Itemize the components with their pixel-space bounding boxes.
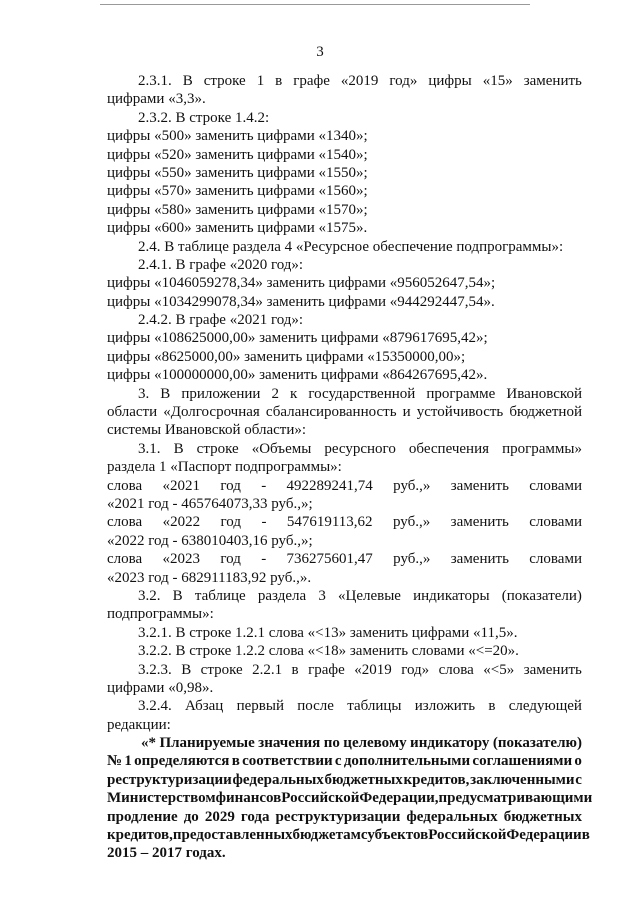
text-line: цифры «108625000,00» заменить цифрами «879617695,42»; xyxy=(107,330,488,347)
word: 2.2.1 xyxy=(252,661,283,678)
word: графе xyxy=(293,73,330,89)
text-line xyxy=(107,477,582,495)
word: предоставленных xyxy=(172,827,293,844)
word: словами xyxy=(529,551,582,568)
text-line: системы Ивановской области»: xyxy=(107,422,307,439)
word: 736275601,47 xyxy=(286,551,373,568)
word: слова xyxy=(107,514,143,531)
word: по xyxy=(323,735,340,752)
word: года xyxy=(240,808,270,825)
word: государственной xyxy=(308,385,416,402)
word: реструктуризации xyxy=(275,808,401,825)
word: раздела xyxy=(257,587,307,604)
word: руб.,» xyxy=(393,477,431,494)
text-line xyxy=(107,752,582,770)
word: «2023 xyxy=(162,551,201,568)
word: кредитов, xyxy=(403,771,470,788)
text-line: редакции: xyxy=(107,716,171,733)
word: изложить xyxy=(414,698,476,715)
text-line xyxy=(107,550,582,568)
word: словами xyxy=(529,477,582,494)
word: - xyxy=(261,551,267,568)
word: В xyxy=(182,73,193,89)
word: финансов xyxy=(215,790,282,807)
word: Федерации xyxy=(506,827,582,844)
word: руб.,» xyxy=(392,514,431,531)
word: бюджетных xyxy=(324,771,403,788)
page-number: 3 xyxy=(316,44,324,60)
text-line: 2.4. В таблице раздела 4 «Ресурсное обеспечение подпрограммы»: xyxy=(138,238,564,255)
word: приложении xyxy=(181,385,261,402)
text-line: цифры «8625000,00» заменить цифрами «15350000,00»; xyxy=(107,348,466,365)
word: предусматривающими xyxy=(438,790,593,807)
text-line: «2021 год - 465764073,33 руб.,»; xyxy=(107,495,313,512)
text-line: цифры «1034299078,34» заменить цифрами «944292447,54». xyxy=(107,293,495,310)
word: В xyxy=(181,661,192,678)
text-line xyxy=(107,826,590,844)
word: год xyxy=(220,514,242,531)
word: 2029 xyxy=(204,808,235,825)
text-line xyxy=(107,440,582,458)
word: 3. xyxy=(138,385,150,402)
text-line xyxy=(107,72,582,90)
word: реструктуризации xyxy=(107,771,232,788)
word: «2019 xyxy=(354,661,392,678)
word: год xyxy=(220,477,241,494)
text-line: цифры «100000000,00» заменить цифрами «864267695,42». xyxy=(107,367,488,384)
word: Ивановской xyxy=(506,385,582,402)
text-line: 2.4.2. В графе «2021 год»: xyxy=(138,312,304,329)
text-line: цифры «550» заменить цифрами «1550»; xyxy=(107,164,368,181)
word: первый xyxy=(236,698,284,715)
word: заменить xyxy=(450,551,509,568)
word: Федерации, xyxy=(359,790,439,807)
text-line: цифрами «0,98». xyxy=(107,679,214,696)
word: заменить xyxy=(523,73,582,89)
word: заменить xyxy=(450,514,509,531)
word: федеральных xyxy=(406,808,498,825)
text-line xyxy=(107,734,582,752)
word: после xyxy=(297,698,334,715)
word: «2021 xyxy=(162,477,201,494)
word: значения xyxy=(258,735,321,752)
text-line: цифрами «3,3». xyxy=(107,91,206,108)
text-line: цифры «520» заменить цифрами «1540»; xyxy=(107,146,368,163)
word: заменить xyxy=(450,477,509,494)
word: 3.2. xyxy=(138,587,161,604)
text-line xyxy=(107,697,582,715)
word: - xyxy=(261,477,267,494)
word: дополнительными xyxy=(343,753,471,770)
word: определяются xyxy=(134,753,230,770)
text-line: 2.4.1. В графе «2020 год»: xyxy=(138,256,304,273)
text-line: цифры «500» заменить цифрами «1340»; xyxy=(107,128,368,145)
text-line: подпрограммы»: xyxy=(107,606,214,623)
word: программы» xyxy=(502,440,582,457)
word: 547619113,62 xyxy=(286,514,373,531)
word: целевому xyxy=(343,735,407,752)
word: и xyxy=(402,404,411,421)
word: год» xyxy=(389,73,418,89)
word: в xyxy=(231,753,240,770)
word: 3 xyxy=(318,587,326,604)
word: 1 xyxy=(124,753,132,770)
word: год xyxy=(220,551,241,568)
word: строке xyxy=(200,661,243,678)
word: ресурсного xyxy=(324,440,396,457)
text-line xyxy=(107,513,582,531)
word: обеспечения xyxy=(408,440,490,457)
word: 3.1. xyxy=(138,440,161,457)
text-line: 2.3.2. В строке 1.4.2: xyxy=(138,109,270,126)
word: бюджетной xyxy=(509,404,582,421)
word: с xyxy=(575,771,582,788)
word: «Целевые xyxy=(337,587,401,604)
word: к xyxy=(290,385,298,402)
word: федеральных xyxy=(232,771,324,788)
word: индикатору xyxy=(410,735,490,752)
word: таблице xyxy=(194,587,246,604)
word: - xyxy=(261,514,267,531)
word: строке xyxy=(203,73,246,89)
word: субъектов xyxy=(360,827,429,844)
text-line xyxy=(107,403,582,421)
word: 2.3.1. xyxy=(138,73,172,89)
word: продление xyxy=(107,808,178,825)
word: бюджетных xyxy=(503,808,582,825)
word: В xyxy=(160,385,171,402)
word: области xyxy=(107,404,158,421)
word: Абзац xyxy=(185,698,224,715)
word: «2019 xyxy=(340,73,379,89)
word: В xyxy=(172,587,183,604)
word: «<5» xyxy=(483,661,515,678)
word: цифры xyxy=(428,73,472,89)
word: соглашениями xyxy=(472,753,573,770)
word: «* xyxy=(141,735,156,752)
text-line: цифры «570» заменить цифрами «1560»; xyxy=(107,183,368,200)
word: слова xyxy=(107,477,143,494)
word: «Объемы xyxy=(251,440,312,457)
word: слова xyxy=(107,551,143,568)
text-line: «2023 год - 682911183,92 руб.,». xyxy=(107,569,312,586)
scan-edge-line xyxy=(100,4,530,5)
document-body xyxy=(107,72,593,863)
text-line: «2022 год - 638010403,16 руб.,»; xyxy=(107,532,313,549)
text-line xyxy=(107,808,582,826)
word: Министерством xyxy=(107,790,216,807)
word: заменить xyxy=(523,661,582,678)
text-line xyxy=(107,587,582,605)
text-line: раздела 1 «Паспорт подпрограммы»: xyxy=(107,459,342,476)
word: № xyxy=(107,753,123,770)
word: сбалансированность xyxy=(265,404,397,421)
word: заключенными xyxy=(470,771,575,788)
word: индикаторы xyxy=(413,587,490,604)
word: в xyxy=(488,698,496,715)
word: в xyxy=(581,827,590,844)
text-line xyxy=(107,789,593,807)
word: В xyxy=(173,440,184,457)
word: до xyxy=(183,808,199,825)
word: 3.2.4. xyxy=(138,698,172,715)
word: слова xyxy=(438,661,474,678)
word: руб.,» xyxy=(393,551,431,568)
text-line: цифры «1046059278,34» заменить цифрами «956052647,54»; xyxy=(107,275,496,292)
text-line xyxy=(107,771,582,789)
word: «2022 xyxy=(162,514,201,531)
text-line: 3.2.1. В строке 1.2.1 слова «<13» заменить цифрами «11,5». xyxy=(138,624,518,641)
word: Российской xyxy=(281,790,360,807)
word: (показатели) xyxy=(501,587,582,604)
word: программе xyxy=(426,385,496,402)
word: 492289241,74 xyxy=(286,477,373,494)
word: графе xyxy=(308,661,345,678)
word: 1 xyxy=(256,73,265,89)
word: устойчивость xyxy=(416,404,504,421)
word: таблицы xyxy=(347,698,402,715)
text-line: 2015 – 2017 годах. xyxy=(107,845,226,862)
text-line xyxy=(107,661,582,679)
word: в xyxy=(275,73,283,89)
word: Российской xyxy=(428,827,507,844)
text-line: цифры «600» заменить цифрами «1575». xyxy=(107,220,368,237)
word: кредитов, xyxy=(107,827,173,844)
word: о xyxy=(574,753,582,770)
word: в xyxy=(291,661,299,678)
word: словами xyxy=(529,514,582,531)
word: 2 xyxy=(271,385,279,402)
text-line: цифры «580» заменить цифрами «1570»; xyxy=(107,201,368,218)
word: год» xyxy=(401,661,430,678)
text-line: 3.2.2. В строке 1.2.2 слова «<18» заменить словами «<=20». xyxy=(138,643,519,660)
text-line xyxy=(107,385,582,403)
word: соответствии xyxy=(242,753,333,770)
word: строке xyxy=(196,440,239,457)
word: бюджетам xyxy=(292,827,361,844)
word: (показателю) xyxy=(492,735,582,752)
word: следующей xyxy=(508,698,582,715)
word: Планируемые xyxy=(159,735,255,752)
word: «15» xyxy=(482,73,513,89)
word: с xyxy=(334,753,342,770)
word: «Долгосрочная xyxy=(163,404,260,421)
word: 3.2.3. xyxy=(138,661,172,678)
